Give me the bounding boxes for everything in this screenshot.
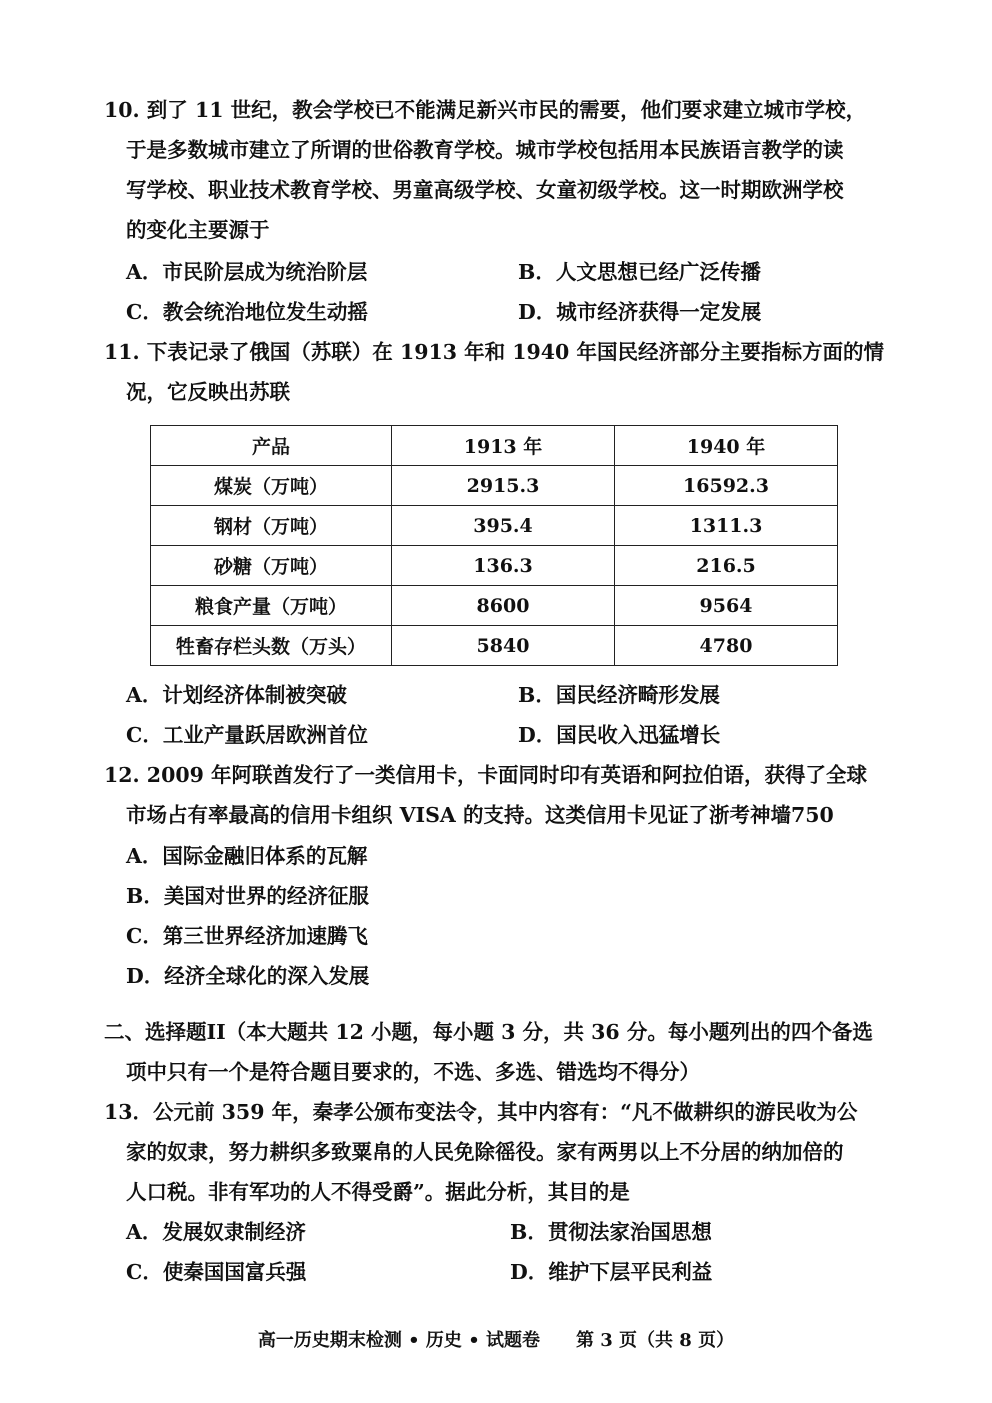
q10-option-b[interactable]: B．人文思想已经广泛传播 [518,260,761,284]
table-cell: 砂糖（万吨） [151,546,392,586]
section-2-instructions: 项中只有一个是符合题目要求的，不选、多选、错选均不得分） [126,1060,700,1084]
table-cell: 4780 [615,626,838,666]
q13-stem-line-3: 人口税。非有军功的人不得受爵”。据此分析，其目的是 [126,1180,630,1204]
table-cell: 5840 [392,626,615,666]
q10-stem-line-2: 于是多数城市建立了所谓的世俗教育学校。城市学校包括用本民族语言教学的读 [126,138,844,162]
table-cell: 粮食产量（万吨） [151,586,392,626]
table-cell: 9564 [615,586,838,626]
q11-stem-line-1: 11. 下表记录了俄国（苏联）在 1913 年和 1940 年国民经济部分主要指标方面的情 [104,340,884,364]
q13-option-d[interactable]: D．维护下层平民利益 [510,1260,713,1284]
q10-option-c[interactable]: C．教会统治地位发生动摇 [126,300,368,324]
table-row [151,626,838,666]
q11-data-table [150,425,838,666]
table-row [151,466,838,506]
q13-stem-line-2: 家的奴隶，努力耕织多致粟帛的人民免除徭役。家有两男以上不分居的纳加倍的 [126,1140,844,1164]
q10-stem-line-1: 10. 到了 11 世纪，教会学校已不能满足新兴市民的需要，他们要求建立城市学校， [104,98,867,122]
q11-stem-line-2: 况，它反映出苏联 [126,380,290,404]
q11-option-a[interactable]: A．计划经济体制被突破 [126,683,347,707]
table-header-cell: 产品 [151,426,392,466]
table-header-cell: 1940 年 [615,426,838,466]
table-cell: 395.4 [392,506,615,546]
table-row [151,586,838,626]
table-cell: 牲畜存栏头数（万头） [151,626,392,666]
q11-option-d[interactable]: D．国民收入迅猛增长 [518,723,721,747]
q10-option-a[interactable]: A．市民阶层成为统治阶层 [126,260,368,284]
q13-option-a[interactable]: A．发展奴隶制经济 [126,1220,306,1244]
table-cell: 2915.3 [392,466,615,506]
q10-stem-line-3: 写学校、职业技术教育学校、男童高级学校、女童初级学校。这一时期欧洲学校 [126,178,844,202]
q11-option-b[interactable]: B．国民经济畸形发展 [518,683,720,707]
q10-option-d[interactable]: D．城市经济获得一定发展 [518,300,762,324]
q12-option-b[interactable]: B．美国对世界的经济征服 [126,884,369,908]
table-cell: 136.3 [392,546,615,586]
q13-option-b[interactable]: B．贯彻法家治国思想 [510,1220,712,1244]
q12-option-a[interactable]: A．国际金融旧体系的瓦解 [126,844,368,868]
table-cell: 8600 [392,586,615,626]
table-header-cell: 1913 年 [392,426,615,466]
q13-stem-line-1: 13．公元前 359 年，秦孝公颁布变法令，其中内容有：“凡不做耕织的游民收为公 [104,1100,858,1124]
q10-stem-line-4: 的变化主要源于 [126,218,270,242]
q12-stem-line-1: 12. 2009 年阿联酋发行了一类信用卡，卡面同时印有英语和阿拉伯语，获得了全球 [104,763,867,787]
table-row [151,546,838,586]
q12-stem-line-2: 市场占有率最高的信用卡组织 VISA 的支持。这类信用卡见证了浙考神墙750 [126,803,834,827]
q12-option-d[interactable]: D．经济全球化的深入发展 [126,964,370,988]
table-cell: 1311.3 [615,506,838,546]
q13-option-c[interactable]: C．使秦国国富兵强 [126,1260,307,1284]
table-row [151,506,838,546]
page-footer: 高一历史期末检测 • 历史 • 试题卷 第 3 页（共 8 页） [257,1330,735,1351]
q12-option-c[interactable]: C．第三世界经济加速腾飞 [126,924,368,948]
table-cell: 16592.3 [615,466,838,506]
q11-option-c[interactable]: C．工业产量跃居欧洲首位 [126,723,368,747]
table-cell: 煤炭（万吨） [151,466,392,506]
table-header-row [151,426,838,466]
section-2-heading: 二、选择题II（本大题共 12 小题，每小题 3 分，共 36 分。每小题列出的四个备选 [104,1020,873,1044]
table-cell: 钢材（万吨） [151,506,392,546]
table-cell: 216.5 [615,546,838,586]
